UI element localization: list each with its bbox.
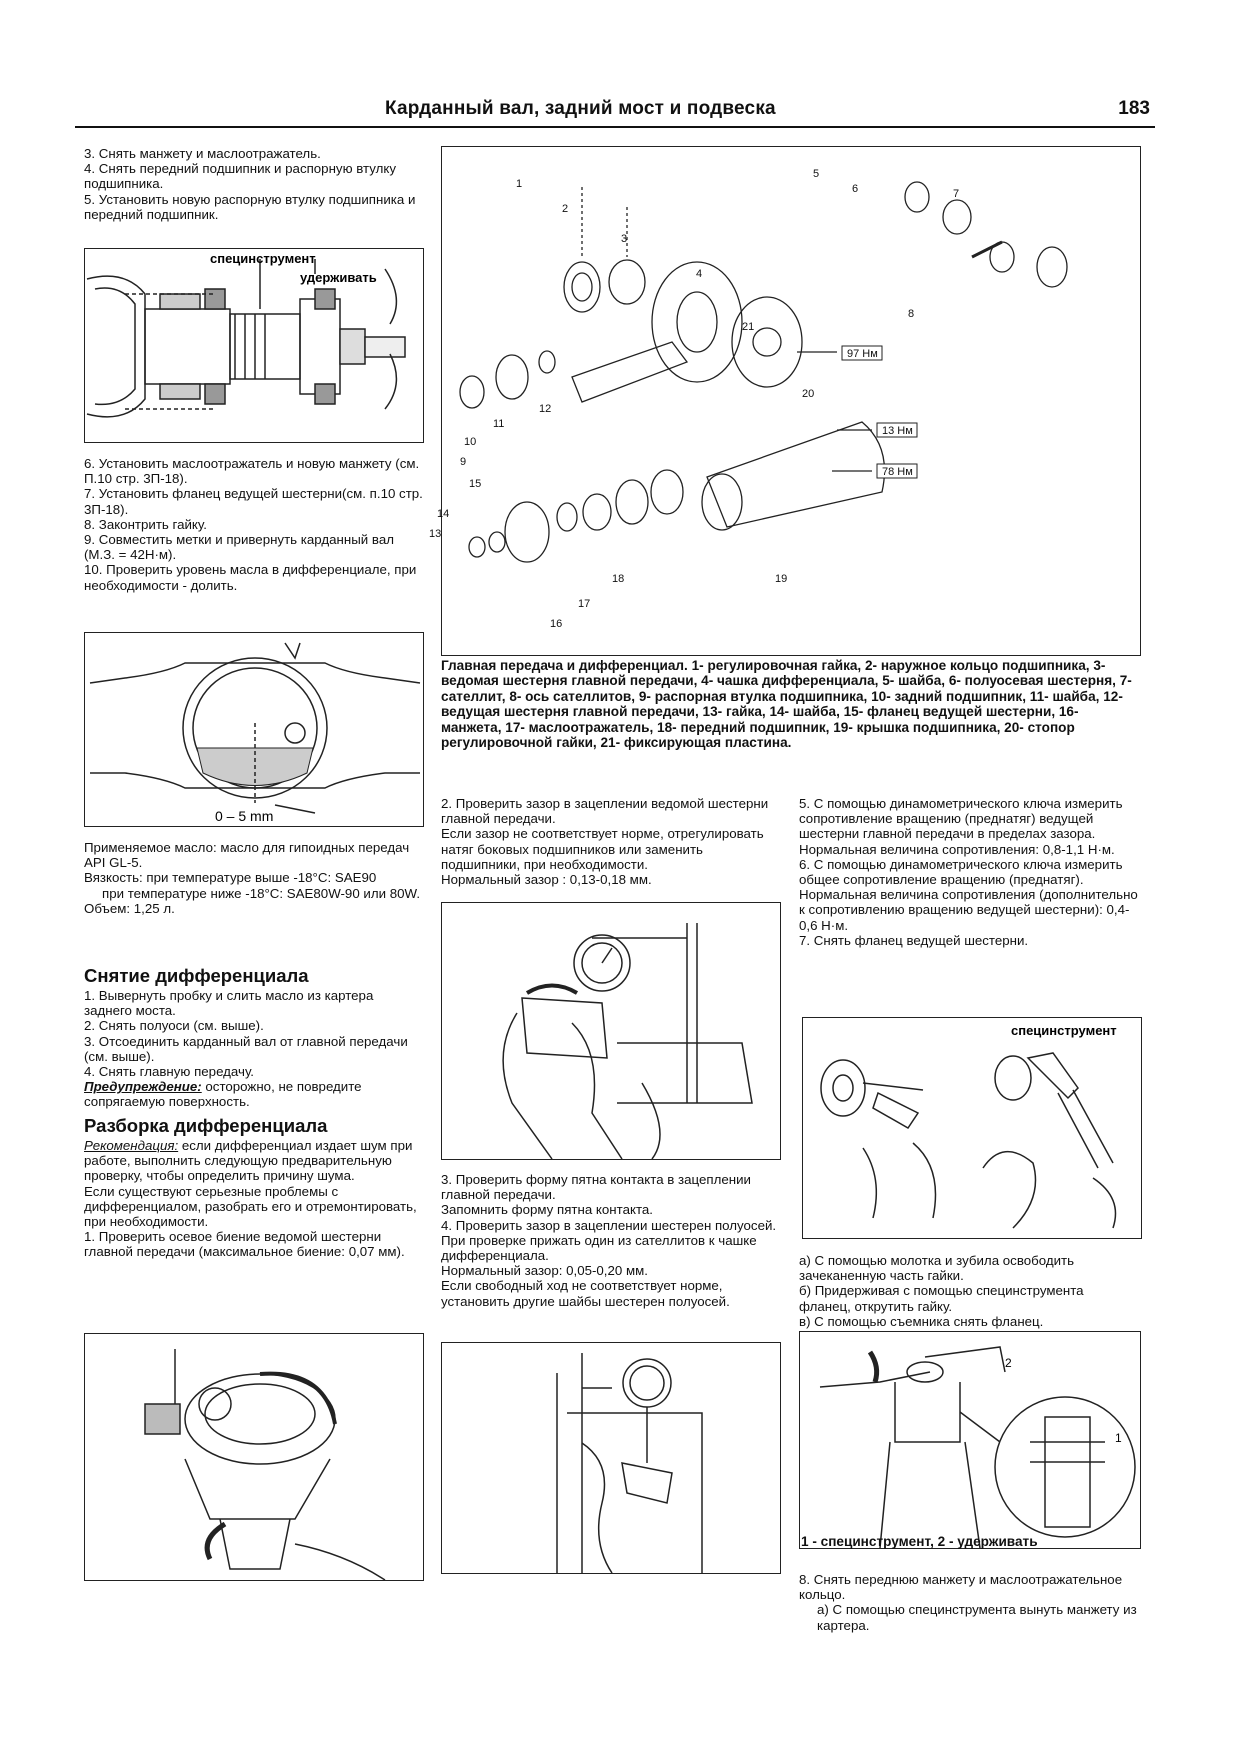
header-title: Карданный вал, задний мост и подвеска <box>385 98 776 119</box>
fig-num-1: 1 <box>1115 1431 1122 1445</box>
page-number: 183 <box>1118 98 1150 119</box>
step-8: 8. Законтрить гайку. <box>84 516 207 532</box>
hold-flange-caption: 1 - специнструмент, 2 - удерживать <box>801 1534 1038 1549</box>
diagram-label-15: 15 <box>469 478 482 490</box>
disassembly-para: Если существуют серьезные проблемы с дифференциалом, разобрать его и отремонтировать, при необходимости. <box>84 1183 417 1230</box>
removal-step-3: 3. Отсоединить карданный вал от главной передачи (см. выше). <box>84 1033 408 1064</box>
figure-oil-level <box>84 632 424 827</box>
label-special-tool: специнструмент <box>210 251 316 266</box>
dial-backlash-illustration <box>442 903 780 1159</box>
step-10: 10. Проверить уровень масла в дифференциале, при необходимости - долить. <box>84 562 417 593</box>
step-6: 6. Установить маслоотражатель и новую манжету (см. П.10 стр. 3П-18). <box>84 456 420 487</box>
substep-a: а) С помощью молотка и зубила освободить зачеканенную часть гайки. <box>799 1253 1075 1284</box>
substep-c: в) С помощью съемника снять фланец. <box>799 1313 1044 1329</box>
col1-steps-mid <box>84 456 424 593</box>
step-8a: а) С помощью специнструмента вынуть манжету из картера. <box>817 1602 1137 1633</box>
diagram-label-8: 8 <box>908 308 915 320</box>
step-4-side-gears: 4. Проверить зазор в зацеплении шестерен полуосей. <box>441 1217 777 1233</box>
diagram-label-11: 11 <box>493 418 505 430</box>
oil-spec <box>84 840 424 916</box>
diagram-label-12: 12 <box>539 403 552 415</box>
col3-substeps <box>799 1253 1139 1329</box>
diagram-label-10: 10 <box>464 436 477 448</box>
step-2-backlash: 2. Проверить зазор в зацеплении ведомой шестерни главной передачи. <box>441 796 769 827</box>
step-3-contact: 3. Проверить форму пятна контакта в зацеплении главной передачи. <box>441 1172 751 1203</box>
oil-type: Применяемое масло: масло для гипоидных передач API GL-5. <box>84 840 410 871</box>
diagram-label-16: 16 <box>550 618 563 630</box>
oil-viscosity-warm: Вязкость: при температуре выше -18°С: SAE90 <box>84 870 377 886</box>
step-5: 5. Установить новую распорную втулку подшипника и передний подшипник. <box>84 191 416 222</box>
step-3-remember: Запомнить форму пятна контакта. <box>441 1202 653 1218</box>
diagram-label-18: 18 <box>612 573 625 585</box>
diagram-label-13: 13 <box>429 528 442 540</box>
col1-steps-top <box>84 146 424 222</box>
pinion-tool-illustration <box>85 249 423 442</box>
disassembly-recommendation: Рекомендация: если дифференциал издает шум при работе, выполнить следующую предварительную проверку, чтобы определить причину шума. <box>84 1138 413 1184</box>
step-2-adjust: Если зазор не соответствует норме, отрегулировать натяг боковых подшипников или заменить подшипники, при необходимости. <box>441 826 764 872</box>
oil-volume: Объем: 1,25 л. <box>84 900 175 916</box>
diagram-label-19: 19 <box>775 573 788 585</box>
section-removal <box>84 965 424 1110</box>
step-9: 9. Совместить метки и привернуть карданный вал (М.З. = 42Н·м). <box>84 532 394 563</box>
flange-removal-illustration <box>803 1018 1141 1238</box>
figure-hold-flange <box>799 1331 1141 1549</box>
figure-pinion-tool <box>84 248 424 443</box>
step-6-normal: Нормальная величина сопротивления (дополнительно к сопротивлению вращению ведущей шестерни): 0,4-0,6 Н·м. <box>799 887 1138 933</box>
col2-step2 <box>441 796 781 887</box>
torque-13: 13 Нм <box>882 425 913 437</box>
diagram-label-2: 2 <box>562 203 569 215</box>
diagram-label-6: 6 <box>852 183 859 195</box>
step-3: 3. Снять манжету и маслоотражатель. <box>84 146 321 161</box>
step-4-adjust: Если свободный ход не соответствует норме, установить другие шайбы шестерен полуосей. <box>441 1278 730 1309</box>
fig-num-2: 2 <box>1005 1356 1012 1370</box>
removal-step-2: 2. Снять полуоси (см. выше). <box>84 1018 264 1034</box>
diagram-label-1: 1 <box>516 178 523 190</box>
col3-steps <box>799 796 1139 948</box>
step-5-preload: 5. С помощью динамометрического ключа измерить сопротивление вращению (преднатяг) ведущей шестерни главной передачи в пределах зазора. <box>799 796 1123 842</box>
step-2-normal: Нормальный зазор : 0,13-0,18 мм. <box>441 872 652 888</box>
step-5-normal: Нормальная величина сопротивления: 0,8-1,1 Н·м. <box>799 841 1115 857</box>
section-disassembly <box>84 1115 424 1260</box>
step-6-total-preload: 6. С помощью динамометрического ключа измерить общее сопротивление вращению (преднатяг). <box>799 856 1123 888</box>
label-special-tool-2: специнструмент <box>1011 1023 1117 1038</box>
substep-b: б) Придерживая с помощью специнструмента фланец, открутить гайку. <box>799 1283 1084 1314</box>
diagram-label-7: 7 <box>953 188 960 200</box>
removal-step-4: 4. Снять главную передачу. <box>84 1064 254 1080</box>
hold-flange-illustration <box>800 1332 1140 1548</box>
figure-runout-check <box>84 1333 424 1581</box>
label-hold: удерживать <box>300 270 377 285</box>
step-4-normal: Нормальный зазор: 0,05-0,20 мм. <box>441 1263 648 1279</box>
page-header <box>75 96 1155 128</box>
dial-side-gear-illustration <box>442 1343 780 1573</box>
figure-flange-removal <box>802 1017 1142 1239</box>
figure-differential-exploded <box>429 146 1141 656</box>
diagram-label-20: 20 <box>802 388 815 400</box>
step-4: 4. Снять передний подшипник и распорную втулку подшипника. <box>84 161 396 192</box>
diagram-label-4: 4 <box>696 268 703 280</box>
step-8-remove-seal: 8. Снять переднюю манжету и маслоотражательное кольцо. <box>799 1572 1123 1603</box>
differential-exploded-view <box>429 147 1140 655</box>
removal-warning: Предупреждение: осторожно, не повредите сопрягаемую поверхность. <box>84 1079 362 1110</box>
oil-level-illustration <box>85 633 423 826</box>
torque-78: 78 Нм <box>882 466 913 478</box>
figure-dial-side-gear <box>441 1342 781 1574</box>
figure-dial-backlash <box>441 902 781 1160</box>
torque-97: 97 Нм <box>847 348 878 360</box>
disassembly-step-1: 1. Проверить осевое биение ведомой шестерни главной передачи (максимальное биение: 0,07 мм). <box>84 1229 405 1260</box>
col3-step8 <box>799 1572 1139 1633</box>
step-4-press: При проверке прижать один из сателлитов к чашке дифференциала. <box>441 1232 757 1264</box>
diagram-label-3: 3 <box>621 233 628 245</box>
runout-check-illustration <box>85 1334 423 1580</box>
diagram-label-21: 21 <box>742 321 755 333</box>
diagram-caption: Главная передача и дифференциал. 1- регулировочная гайка, 2- наружное кольцо подшипника, 3- ведомая шестерня главной передачи, 4- чашка дифференциала, 5- шайба, 6- полуосевая шестерня, 7- сателлит, 8- ось сателлитов, 9- распорная втулка подшипника, 10- задний подшипник, 11- шайба, 12- ведущая шестерня главной передачи, 13- гайка, 14- шайба, 15- фланец ведущей шестерни, 16- манжета, 17- маслоотражатель, 18- передний подшипник, 19- крышка подшипника, 20- стопор регулировочной гайки, 21- фиксирующая пластина. <box>441 658 1132 751</box>
section-disassembly-title: Разборка дифференциала <box>84 1115 328 1136</box>
col2-step3-4 <box>441 1172 781 1309</box>
diagram-label-17: 17 <box>578 598 591 610</box>
diagram-label-5: 5 <box>813 168 820 180</box>
section-removal-title: Снятие дифференциала <box>84 965 309 986</box>
step-7-remove-flange: 7. Снять фланец ведущей шестерни. <box>799 932 1029 948</box>
oil-viscosity-cold: при температуре ниже -18°С: SAE80W-90 или 80W. <box>102 885 421 901</box>
scale-label: 0 – 5 mm <box>215 808 274 824</box>
removal-step-1: 1. Вывернуть пробку и слить масло из картера заднего моста. <box>84 988 374 1019</box>
diagram-label-9: 9 <box>460 456 467 468</box>
diagram-label-14: 14 <box>437 508 450 520</box>
step-7: 7. Установить фланец ведущей шестерни(см. п.10 стр. 3П-18). <box>84 486 423 517</box>
